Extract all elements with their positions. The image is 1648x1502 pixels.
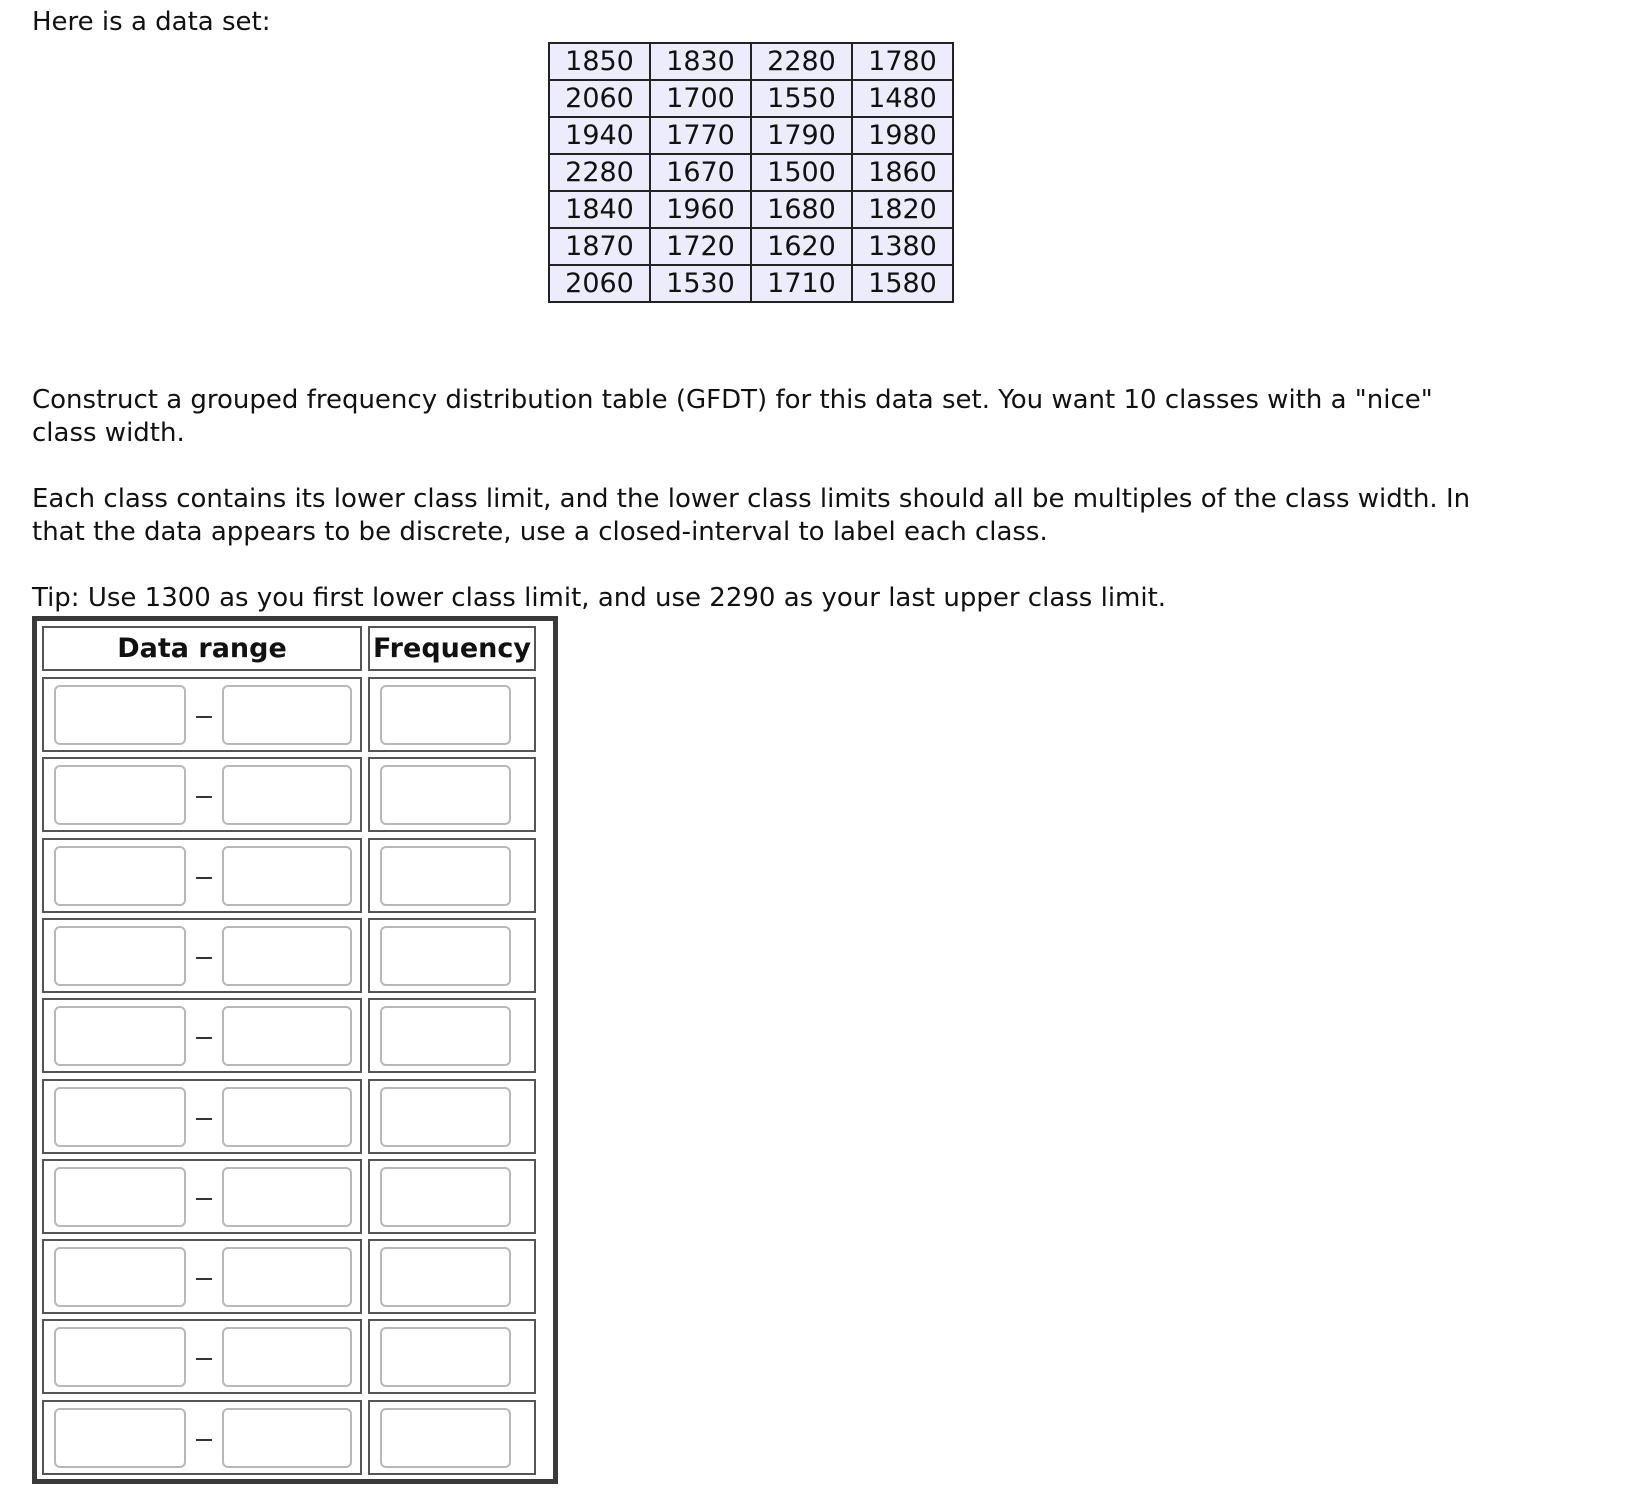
- dataset-cell: 1840: [549, 191, 650, 228]
- frequency-input[interactable]: [380, 1247, 511, 1307]
- dataset-cell: 1580: [852, 265, 953, 302]
- upper-limit-input[interactable]: [222, 846, 352, 906]
- frequency-cell: [368, 1400, 536, 1475]
- data-range-cell: [42, 677, 362, 752]
- frequency-cell: [368, 918, 536, 993]
- upper-limit-input[interactable]: [222, 1087, 352, 1147]
- range-dash: [196, 1439, 212, 1441]
- dataset-cell: 1870: [549, 228, 650, 265]
- frequency-input[interactable]: [380, 1327, 511, 1387]
- dataset-row: [549, 191, 953, 228]
- frequency-cell: [368, 1319, 536, 1394]
- upper-limit-input[interactable]: [222, 1167, 352, 1227]
- range-dash: [196, 716, 212, 718]
- dataset-row: [549, 154, 953, 191]
- lower-limit-input[interactable]: [54, 926, 186, 986]
- instruction-gfdt: Construct a grouped frequency distribution table (GFDT) for this data set. You want 10 classes with a "nice" class width.: [32, 385, 1433, 448]
- frequency-cell: [368, 677, 536, 752]
- data-range-cell: [42, 918, 362, 993]
- range-dash: [196, 877, 212, 879]
- dataset-row: [549, 80, 953, 117]
- dataset-cell: 1550: [751, 80, 852, 117]
- range-dash: [196, 1278, 212, 1280]
- lower-limit-input[interactable]: [54, 765, 186, 825]
- upper-limit-input[interactable]: [222, 1327, 352, 1387]
- instruction-class-limits: Each class contains its lower class limit, and the lower class limits should all be multiples of the class width. In that the data appears to be discrete, use a closed-interval to label each class.: [32, 484, 1471, 547]
- data-range-cell: [42, 1400, 362, 1475]
- dataset-row: [549, 43, 953, 80]
- intro-text: Here is a data set:: [32, 7, 271, 37]
- lower-limit-input[interactable]: [54, 1408, 186, 1468]
- lower-limit-input[interactable]: [54, 1247, 186, 1307]
- upper-limit-input[interactable]: [222, 1006, 352, 1066]
- data-range-cell: [42, 998, 362, 1073]
- upper-limit-input[interactable]: [222, 765, 352, 825]
- lower-limit-input[interactable]: [54, 846, 186, 906]
- dataset-cell: 1860: [852, 154, 953, 191]
- upper-limit-input[interactable]: [222, 1247, 352, 1307]
- header-frequency: Frequency: [368, 626, 536, 671]
- dataset-cell: 1500: [751, 154, 852, 191]
- dataset-cell: 1380: [852, 228, 953, 265]
- range-dash: [196, 1198, 212, 1200]
- lower-limit-input[interactable]: [54, 1167, 186, 1227]
- header-data-range: Data range: [42, 626, 362, 671]
- dataset-cell: 1780: [852, 43, 953, 80]
- data-range-cell: [42, 1319, 362, 1394]
- dataset-cell: 1960: [650, 191, 751, 228]
- frequency-input[interactable]: [380, 846, 511, 906]
- instruction-tip: Tip: Use 1300 as you first lower class limit, and use 2290 as your last upper class limit.: [32, 583, 1167, 613]
- frequency-cell: [368, 757, 536, 832]
- data-range-cell: [42, 838, 362, 913]
- frequency-cell: [368, 1079, 536, 1154]
- dataset-row: [549, 265, 953, 302]
- frequency-input[interactable]: [380, 765, 511, 825]
- dataset-cell: 2280: [751, 43, 852, 80]
- data-range-cell: [42, 1079, 362, 1154]
- dataset-cell: 1670: [650, 154, 751, 191]
- dataset-cell: 1700: [650, 80, 751, 117]
- frequency-input[interactable]: [380, 1167, 511, 1227]
- dataset-cell: 1530: [650, 265, 751, 302]
- dataset-cell: 1850: [549, 43, 650, 80]
- dataset-table: [548, 42, 954, 303]
- lower-limit-input[interactable]: [54, 685, 186, 745]
- dataset-cell: 1940: [549, 117, 650, 154]
- dataset-cell: 1710: [751, 265, 852, 302]
- data-range-cell: [42, 757, 362, 832]
- dataset-cell: 1680: [751, 191, 852, 228]
- range-dash: [196, 1118, 212, 1120]
- dataset-row: [549, 117, 953, 154]
- dataset-cell: 1770: [650, 117, 751, 154]
- dataset-cell: 1620: [751, 228, 852, 265]
- frequency-cell: [368, 998, 536, 1073]
- frequency-cell: [368, 1239, 536, 1314]
- range-dash: [196, 1037, 212, 1039]
- lower-limit-input[interactable]: [54, 1006, 186, 1066]
- frequency-input[interactable]: [380, 1087, 511, 1147]
- range-dash: [196, 796, 212, 798]
- data-range-cell: [42, 1159, 362, 1234]
- dataset-cell: 1480: [852, 80, 953, 117]
- frequency-input[interactable]: [380, 1408, 511, 1468]
- range-dash: [196, 957, 212, 959]
- dataset-cell: 1820: [852, 191, 953, 228]
- frequency-cell: [368, 838, 536, 913]
- range-dash: [196, 1358, 212, 1360]
- dataset-cell: 1720: [650, 228, 751, 265]
- dataset-cell: 2060: [549, 80, 650, 117]
- upper-limit-input[interactable]: [222, 926, 352, 986]
- dataset-cell: 2280: [549, 154, 650, 191]
- data-range-cell: [42, 1239, 362, 1314]
- dataset-cell: 1830: [650, 43, 751, 80]
- dataset-cell: 1790: [751, 117, 852, 154]
- lower-limit-input[interactable]: [54, 1327, 186, 1387]
- frequency-input[interactable]: [380, 685, 511, 745]
- frequency-input[interactable]: [380, 1006, 511, 1066]
- upper-limit-input[interactable]: [222, 685, 352, 745]
- dataset-cell: 2060: [549, 265, 650, 302]
- dataset-cell: 1980: [852, 117, 953, 154]
- upper-limit-input[interactable]: [222, 1408, 352, 1468]
- lower-limit-input[interactable]: [54, 1087, 186, 1147]
- dataset-row: [549, 228, 953, 265]
- gfdt-table: [32, 616, 558, 1484]
- frequency-input[interactable]: [380, 926, 511, 986]
- frequency-cell: [368, 1159, 536, 1234]
